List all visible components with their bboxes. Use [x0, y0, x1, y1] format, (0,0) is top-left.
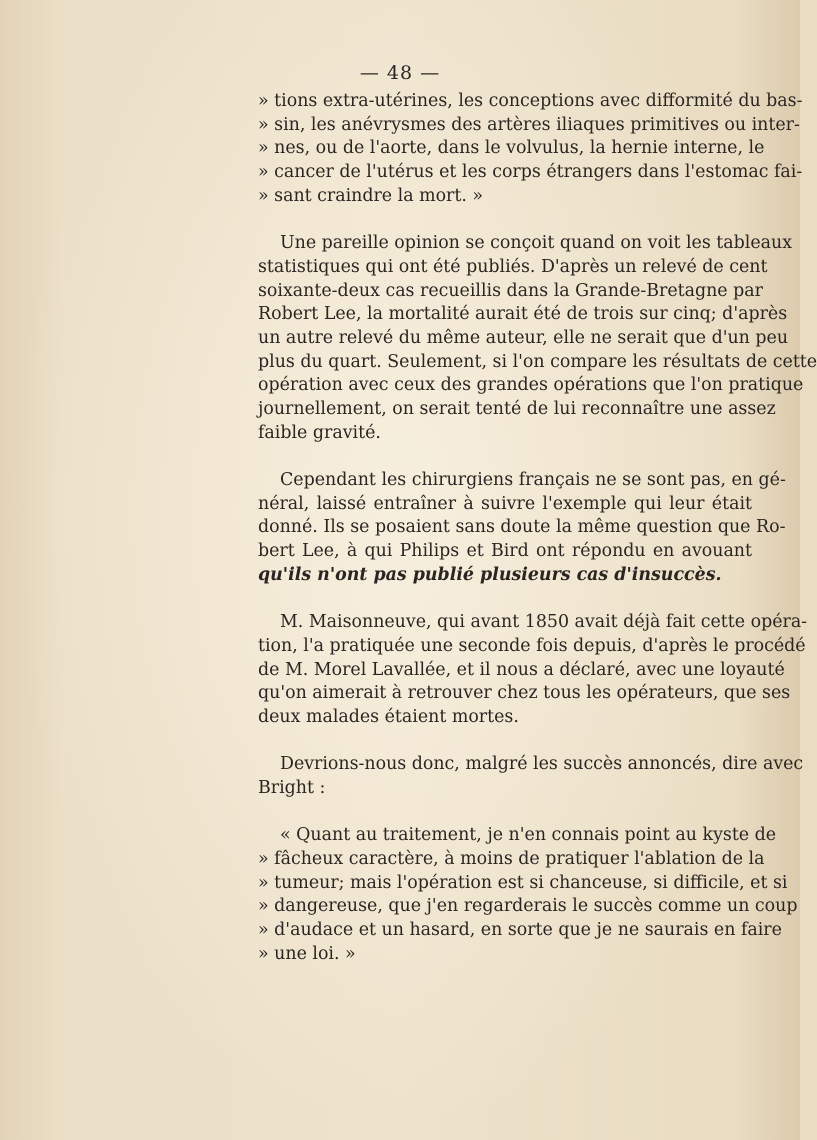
text-line: Robert Lee, la mortalité aurait été de trois sur cinq; d'après	[258, 304, 788, 325]
text-line: » cancer de l'utérus et les corps étrangers dans l'estomac fai-	[258, 162, 803, 183]
text-line: » tions extra-utérines, les conceptions avec difformité du bas-	[258, 91, 803, 111]
paragraph-6	[258, 824, 798, 966]
paragraph-gap	[258, 730, 752, 754]
text-line: bert Lee, à qui Philips et Bird ont répondu en avouant	[258, 541, 752, 562]
text-line: » fâcheux caractère, à moins de pratiquer l'ablation de la	[258, 849, 765, 869]
text-line: » d'audace et un hasard, en sorte que je ne saurais en faire	[258, 920, 782, 941]
text-line: statistiques qui ont été publiés. D'après un relevé de cent	[258, 256, 768, 277]
text-line: soixante-deux cas recueillis dans la Grande-Bretagne par	[258, 280, 763, 301]
text-line: Cependant les chirurgiens français ne se sont pas, en gé-	[280, 470, 786, 490]
text-line: un autre relevé du même auteur, elle ne serait que d'un peu	[258, 327, 789, 348]
text-line: Bright :	[258, 777, 326, 798]
text-line: qu'on aimerait à retrouver chez tous les opérateurs, que ses	[258, 683, 791, 704]
text-line: « Quant au traitement, je n'en connais point au kyste de	[280, 825, 777, 846]
text-line: M. Maisonneuve, qui avant 1850 avait déjà fait cette opéra-	[280, 612, 808, 633]
text-line: » sant craindre la mort. »	[258, 185, 484, 206]
text-line: Une pareille opinion se conçoit quand on voit les tableaux	[280, 233, 793, 254]
text-line: deux malades étaient mortes.	[258, 706, 519, 727]
paragraph-4	[258, 611, 808, 729]
text-line: Devrions-nous donc, malgré les succès annoncés, dire avec	[280, 754, 804, 775]
text-line: néral, laissé entraîner à suivre l'exemple qui leur était	[258, 493, 752, 514]
text-line: de M. Morel Lavallée, et il nous a déclaré, avec une loyauté	[258, 659, 785, 680]
paragraph-1	[258, 90, 803, 208]
text-line: plus du quart. Seulement, si l'on compare les résultats de cette	[258, 351, 817, 372]
paragraph-2	[258, 232, 817, 445]
paragraph-gap	[258, 445, 752, 469]
text-line: donné. Ils se posaient sans doute la même question que Ro-	[258, 517, 786, 538]
text-line: opération avec ceux des grandes opérations que l'on pratique	[258, 375, 804, 396]
text-line: tion, l'a pratiquée une seconde fois depuis, d'après le procédé	[258, 635, 806, 656]
page-number: — 48 —	[359, 62, 441, 84]
text-line: » une loi. »	[258, 943, 356, 964]
paragraph-gap	[258, 801, 752, 825]
italic-quote-line: qu'ils n'ont pas publié plusieurs cas d'insuccès.	[258, 564, 722, 585]
text-line: journellement, on serait tenté de lui reconnaître une assez	[258, 398, 776, 419]
paragraph-5	[258, 753, 804, 800]
paragraph-gap	[258, 587, 752, 611]
text-line: » nes, ou de l'aorte, dans le volvulus, la hernie interne, le	[258, 138, 765, 159]
body-text	[258, 90, 817, 966]
paragraph-gap	[258, 208, 752, 232]
text-line: » sin, les anévrysmes des artères iliaques primitives ou inter-	[258, 114, 800, 135]
text-line: » dangereuse, que j'en regarderais le succès comme un coup	[258, 896, 798, 917]
text-line: faible gravité.	[258, 422, 381, 443]
text-line: » tumeur; mais l'opération est si chanceuse, si difficile, et si	[258, 872, 788, 893]
paragraph-3	[258, 469, 786, 587]
